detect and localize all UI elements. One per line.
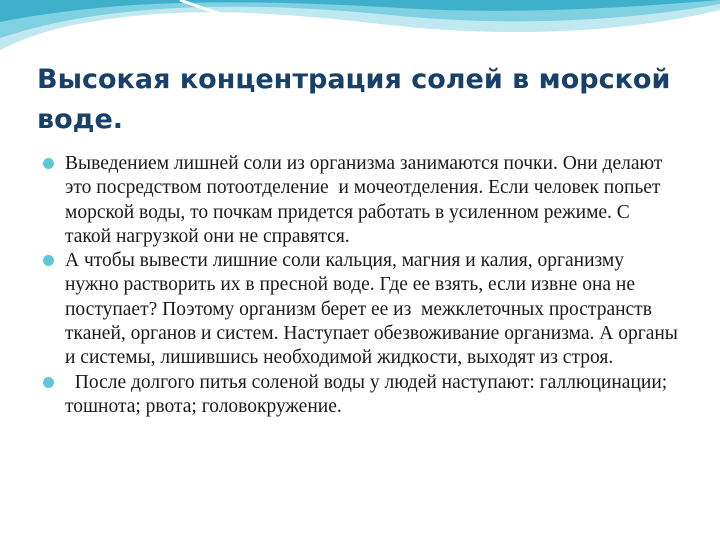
bullet-item — [40, 152, 680, 249]
bullet-list — [40, 152, 683, 419]
bullet-text: А чтобы вывести лишние соли кальция, магния и калия, организму нужно растворить их в пресной воде. Где ее взять, если извне она не поступает? Поэтому организм берет ее из межклеточных пространств тканей, органов и систем. Наступает обезвоживание организма. А органы и системы, лишившись необходимой жидкости, выходят из строя. — [65, 250, 683, 369]
bullet-text: Выведением лишней соли из организма занимаются почки. Они делают это посредством потоотделение и мочеотделения. Если человек попьет морской воды, то почкам придется работать в усиленном режиме. С такой нагрузкой они не справятся. — [65, 153, 668, 247]
bullet-item — [40, 371, 680, 420]
bullet-item — [40, 249, 683, 370]
bullet-text: После долгого питья соленой воды у людей наступают: галлюцинации; тошнота; рвота; головокружение. — [65, 371, 673, 417]
bullet-dot-icon — [43, 377, 54, 388]
slide-title: Высокая концентрация солей в морской воде. — [37, 64, 671, 135]
bullet-dot-icon — [43, 158, 54, 169]
bullet-dot-icon — [43, 255, 54, 266]
